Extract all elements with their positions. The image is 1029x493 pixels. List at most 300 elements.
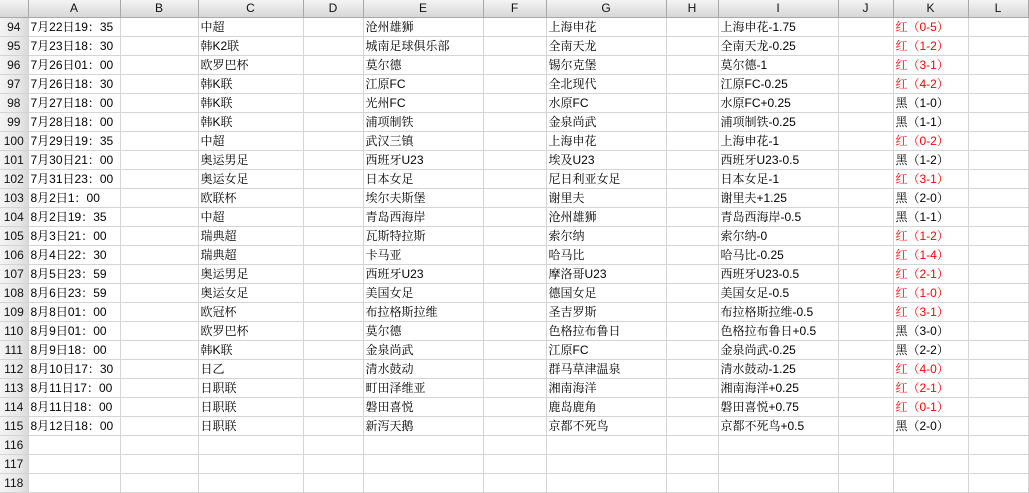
cell-a105[interactable] (28, 227, 120, 246)
cell-d100[interactable] (303, 132, 363, 151)
cell-e103[interactable] (363, 189, 483, 208)
cell-g103[interactable] (546, 189, 666, 208)
cell-b110[interactable] (120, 322, 198, 341)
cell-i111[interactable] (718, 341, 838, 360)
cell-e96[interactable] (363, 56, 483, 75)
cell-g107[interactable] (546, 265, 666, 284)
row-header[interactable]: 107 (0, 265, 28, 284)
cell-e112[interactable] (363, 360, 483, 379)
table-row[interactable] (0, 284, 1028, 303)
cell-f110[interactable] (483, 322, 546, 341)
cell-h94[interactable] (666, 18, 718, 37)
cell-h101[interactable] (666, 151, 718, 170)
cell-c106[interactable] (198, 246, 303, 265)
cell-d118[interactable] (303, 474, 363, 493)
cell-c104[interactable] (198, 208, 303, 227)
row-header[interactable]: 115 (0, 417, 28, 436)
cell-f109[interactable] (483, 303, 546, 322)
cell-l110[interactable] (968, 322, 1028, 341)
cell-k113[interactable] (893, 379, 968, 398)
cell-j97[interactable] (838, 75, 893, 94)
row-header[interactable]: 97 (0, 75, 28, 94)
cell-b112[interactable] (120, 360, 198, 379)
cell-b118[interactable] (120, 474, 198, 493)
cell-a110[interactable] (28, 322, 120, 341)
cell-k114[interactable] (893, 398, 968, 417)
cell-f108[interactable] (483, 284, 546, 303)
cell-e117[interactable] (363, 455, 483, 474)
cell-f104[interactable] (483, 208, 546, 227)
cell-g94[interactable] (546, 18, 666, 37)
cell-d113[interactable] (303, 379, 363, 398)
cell-a116[interactable] (28, 436, 120, 455)
cell-h107[interactable] (666, 265, 718, 284)
column-header-f[interactable]: F (483, 0, 546, 18)
cell-b105[interactable] (120, 227, 198, 246)
cell-d111[interactable] (303, 341, 363, 360)
cell-a98[interactable] (28, 94, 120, 113)
cell-k112[interactable] (893, 360, 968, 379)
cell-l96[interactable] (968, 56, 1028, 75)
table-row[interactable] (0, 341, 1028, 360)
cell-e118[interactable] (363, 474, 483, 493)
cell-j110[interactable] (838, 322, 893, 341)
cell-a101[interactable] (28, 151, 120, 170)
cell-b111[interactable] (120, 341, 198, 360)
cell-b117[interactable] (120, 455, 198, 474)
cell-c105[interactable] (198, 227, 303, 246)
row-header[interactable]: 94 (0, 18, 28, 37)
cell-e97[interactable] (363, 75, 483, 94)
cell-j102[interactable] (838, 170, 893, 189)
cell-b94[interactable] (120, 18, 198, 37)
column-header-b[interactable]: B (120, 0, 198, 18)
cell-j101[interactable] (838, 151, 893, 170)
table-row[interactable] (0, 474, 1028, 493)
row-header[interactable]: 100 (0, 132, 28, 151)
cell-f97[interactable] (483, 75, 546, 94)
cell-f101[interactable] (483, 151, 546, 170)
cell-c97[interactable] (198, 75, 303, 94)
cell-j108[interactable] (838, 284, 893, 303)
column-header-l[interactable]: L (968, 0, 1028, 18)
cell-g95[interactable] (546, 37, 666, 56)
cell-c99[interactable] (198, 113, 303, 132)
cell-f115[interactable] (483, 417, 546, 436)
table-row[interactable] (0, 113, 1028, 132)
cell-a94[interactable] (28, 18, 120, 37)
cell-f99[interactable] (483, 113, 546, 132)
cell-j104[interactable] (838, 208, 893, 227)
cell-i106[interactable] (718, 246, 838, 265)
cell-l108[interactable] (968, 284, 1028, 303)
cell-b102[interactable] (120, 170, 198, 189)
table-row[interactable] (0, 56, 1028, 75)
cell-f114[interactable] (483, 398, 546, 417)
cell-l101[interactable] (968, 151, 1028, 170)
cell-f105[interactable] (483, 227, 546, 246)
cell-l94[interactable] (968, 18, 1028, 37)
cell-i114[interactable] (718, 398, 838, 417)
cell-l104[interactable] (968, 208, 1028, 227)
cell-e109[interactable] (363, 303, 483, 322)
cell-d97[interactable] (303, 75, 363, 94)
cell-c114[interactable] (198, 398, 303, 417)
cell-l97[interactable] (968, 75, 1028, 94)
cell-h118[interactable] (666, 474, 718, 493)
row-header[interactable]: 118 (0, 474, 28, 493)
cell-l106[interactable] (968, 246, 1028, 265)
cell-a107[interactable] (28, 265, 120, 284)
table-row[interactable] (0, 37, 1028, 56)
cell-j96[interactable] (838, 56, 893, 75)
cell-j111[interactable] (838, 341, 893, 360)
cell-c102[interactable] (198, 170, 303, 189)
column-header-d[interactable]: D (303, 0, 363, 18)
table-row[interactable] (0, 208, 1028, 227)
cell-k111[interactable] (893, 341, 968, 360)
cell-i107[interactable] (718, 265, 838, 284)
cell-j98[interactable] (838, 94, 893, 113)
cell-b104[interactable] (120, 208, 198, 227)
table-row[interactable] (0, 360, 1028, 379)
cell-a104[interactable] (28, 208, 120, 227)
cell-b108[interactable] (120, 284, 198, 303)
cell-g99[interactable] (546, 113, 666, 132)
cell-j109[interactable] (838, 303, 893, 322)
table-row[interactable] (0, 18, 1028, 37)
cell-f106[interactable] (483, 246, 546, 265)
cell-k110[interactable] (893, 322, 968, 341)
cell-g110[interactable] (546, 322, 666, 341)
cell-g102[interactable] (546, 170, 666, 189)
cell-e110[interactable] (363, 322, 483, 341)
cell-i102[interactable] (718, 170, 838, 189)
cell-d105[interactable] (303, 227, 363, 246)
cell-c117[interactable] (198, 455, 303, 474)
cell-d114[interactable] (303, 398, 363, 417)
cell-j116[interactable] (838, 436, 893, 455)
cell-h105[interactable] (666, 227, 718, 246)
cell-l98[interactable] (968, 94, 1028, 113)
cell-a106[interactable] (28, 246, 120, 265)
table-row[interactable] (0, 94, 1028, 113)
cell-h108[interactable] (666, 284, 718, 303)
cell-d94[interactable] (303, 18, 363, 37)
row-header[interactable]: 103 (0, 189, 28, 208)
cell-l113[interactable] (968, 379, 1028, 398)
cell-h114[interactable] (666, 398, 718, 417)
cell-d96[interactable] (303, 56, 363, 75)
cell-e98[interactable] (363, 94, 483, 113)
cell-k101[interactable] (893, 151, 968, 170)
cell-g98[interactable] (546, 94, 666, 113)
row-header[interactable]: 96 (0, 56, 28, 75)
cell-j100[interactable] (838, 132, 893, 151)
cell-e100[interactable] (363, 132, 483, 151)
table-row[interactable] (0, 132, 1028, 151)
column-header-a[interactable]: A (28, 0, 120, 18)
cell-k94[interactable] (893, 18, 968, 37)
cell-g112[interactable] (546, 360, 666, 379)
row-header[interactable]: 112 (0, 360, 28, 379)
column-header-h[interactable]: H (666, 0, 718, 18)
cell-a97[interactable] (28, 75, 120, 94)
row-header[interactable]: 109 (0, 303, 28, 322)
cell-i97[interactable] (718, 75, 838, 94)
cell-i113[interactable] (718, 379, 838, 398)
cell-d107[interactable] (303, 265, 363, 284)
table-row[interactable] (0, 151, 1028, 170)
cell-l95[interactable] (968, 37, 1028, 56)
table-row[interactable] (0, 455, 1028, 474)
cell-b113[interactable] (120, 379, 198, 398)
cell-b100[interactable] (120, 132, 198, 151)
cell-i101[interactable] (718, 151, 838, 170)
table-row[interactable] (0, 170, 1028, 189)
cell-k118[interactable] (893, 474, 968, 493)
cell-k104[interactable] (893, 208, 968, 227)
table-row[interactable] (0, 379, 1028, 398)
cell-j94[interactable] (838, 18, 893, 37)
column-header-i[interactable]: I (718, 0, 838, 18)
cell-d95[interactable] (303, 37, 363, 56)
cell-f98[interactable] (483, 94, 546, 113)
cell-l103[interactable] (968, 189, 1028, 208)
cell-l100[interactable] (968, 132, 1028, 151)
cell-j103[interactable] (838, 189, 893, 208)
cell-l109[interactable] (968, 303, 1028, 322)
cell-i103[interactable] (718, 189, 838, 208)
cell-a114[interactable] (28, 398, 120, 417)
cell-c95[interactable] (198, 37, 303, 56)
cell-i110[interactable] (718, 322, 838, 341)
cell-i117[interactable] (718, 455, 838, 474)
cell-l105[interactable] (968, 227, 1028, 246)
cell-f107[interactable] (483, 265, 546, 284)
cell-h111[interactable] (666, 341, 718, 360)
table-row[interactable] (0, 75, 1028, 94)
cell-k98[interactable] (893, 94, 968, 113)
cell-l102[interactable] (968, 170, 1028, 189)
cell-h117[interactable] (666, 455, 718, 474)
table-row[interactable] (0, 303, 1028, 322)
cell-d108[interactable] (303, 284, 363, 303)
cell-i105[interactable] (718, 227, 838, 246)
column-header-e[interactable]: E (363, 0, 483, 18)
cell-l107[interactable] (968, 265, 1028, 284)
table-row[interactable] (0, 436, 1028, 455)
cell-h96[interactable] (666, 56, 718, 75)
cell-f117[interactable] (483, 455, 546, 474)
cell-k96[interactable] (893, 56, 968, 75)
cell-d109[interactable] (303, 303, 363, 322)
row-header[interactable]: 108 (0, 284, 28, 303)
cell-c100[interactable] (198, 132, 303, 151)
cell-e115[interactable] (363, 417, 483, 436)
cell-g105[interactable] (546, 227, 666, 246)
cell-g116[interactable] (546, 436, 666, 455)
row-header[interactable]: 101 (0, 151, 28, 170)
column-header-g[interactable]: G (546, 0, 666, 18)
cell-k108[interactable] (893, 284, 968, 303)
cell-b101[interactable] (120, 151, 198, 170)
cell-b106[interactable] (120, 246, 198, 265)
cell-j117[interactable] (838, 455, 893, 474)
row-header[interactable]: 105 (0, 227, 28, 246)
cell-b114[interactable] (120, 398, 198, 417)
cell-j112[interactable] (838, 360, 893, 379)
cell-a118[interactable] (28, 474, 120, 493)
cell-g109[interactable] (546, 303, 666, 322)
cell-i108[interactable] (718, 284, 838, 303)
cell-i94[interactable] (718, 18, 838, 37)
table-row[interactable] (0, 417, 1028, 436)
cell-j105[interactable] (838, 227, 893, 246)
cell-a109[interactable] (28, 303, 120, 322)
row-header[interactable]: 117 (0, 455, 28, 474)
row-header[interactable]: 113 (0, 379, 28, 398)
cell-g113[interactable] (546, 379, 666, 398)
cell-f112[interactable] (483, 360, 546, 379)
row-header[interactable]: 95 (0, 37, 28, 56)
cell-k95[interactable] (893, 37, 968, 56)
cell-e113[interactable] (363, 379, 483, 398)
select-all-corner[interactable] (0, 0, 28, 18)
cell-a103[interactable] (28, 189, 120, 208)
cell-f118[interactable] (483, 474, 546, 493)
cell-l99[interactable] (968, 113, 1028, 132)
cell-g97[interactable] (546, 75, 666, 94)
cell-f100[interactable] (483, 132, 546, 151)
row-header[interactable]: 110 (0, 322, 28, 341)
cell-b98[interactable] (120, 94, 198, 113)
column-header-c[interactable]: C (198, 0, 303, 18)
cell-j107[interactable] (838, 265, 893, 284)
cell-a115[interactable] (28, 417, 120, 436)
cell-b115[interactable] (120, 417, 198, 436)
cell-k106[interactable] (893, 246, 968, 265)
cell-c110[interactable] (198, 322, 303, 341)
cell-l111[interactable] (968, 341, 1028, 360)
cell-a112[interactable] (28, 360, 120, 379)
table-row[interactable] (0, 265, 1028, 284)
cell-f116[interactable] (483, 436, 546, 455)
column-header-j[interactable]: J (838, 0, 893, 18)
cell-g114[interactable] (546, 398, 666, 417)
cell-h102[interactable] (666, 170, 718, 189)
cell-g96[interactable] (546, 56, 666, 75)
cell-j114[interactable] (838, 398, 893, 417)
cell-k97[interactable] (893, 75, 968, 94)
cell-h104[interactable] (666, 208, 718, 227)
column-header-k[interactable]: K (893, 0, 968, 18)
cell-h113[interactable] (666, 379, 718, 398)
cell-b97[interactable] (120, 75, 198, 94)
cell-k102[interactable] (893, 170, 968, 189)
cell-d110[interactable] (303, 322, 363, 341)
cell-c96[interactable] (198, 56, 303, 75)
cell-a95[interactable] (28, 37, 120, 56)
cell-c101[interactable] (198, 151, 303, 170)
cell-l112[interactable] (968, 360, 1028, 379)
cell-h115[interactable] (666, 417, 718, 436)
cell-e108[interactable] (363, 284, 483, 303)
cell-j113[interactable] (838, 379, 893, 398)
cell-l116[interactable] (968, 436, 1028, 455)
table-row[interactable] (0, 246, 1028, 265)
cell-d103[interactable] (303, 189, 363, 208)
cell-b95[interactable] (120, 37, 198, 56)
cell-c118[interactable] (198, 474, 303, 493)
cell-f102[interactable] (483, 170, 546, 189)
cell-d98[interactable] (303, 94, 363, 113)
cell-f113[interactable] (483, 379, 546, 398)
cell-g118[interactable] (546, 474, 666, 493)
cell-g100[interactable] (546, 132, 666, 151)
cell-b107[interactable] (120, 265, 198, 284)
cell-j106[interactable] (838, 246, 893, 265)
cell-e106[interactable] (363, 246, 483, 265)
cell-j115[interactable] (838, 417, 893, 436)
cell-h98[interactable] (666, 94, 718, 113)
cell-e104[interactable] (363, 208, 483, 227)
cell-c111[interactable] (198, 341, 303, 360)
table-row[interactable] (0, 227, 1028, 246)
cell-e99[interactable] (363, 113, 483, 132)
cell-c107[interactable] (198, 265, 303, 284)
cell-g106[interactable] (546, 246, 666, 265)
cell-e114[interactable] (363, 398, 483, 417)
cell-c108[interactable] (198, 284, 303, 303)
cell-f111[interactable] (483, 341, 546, 360)
cell-h110[interactable] (666, 322, 718, 341)
cell-a108[interactable] (28, 284, 120, 303)
cell-k105[interactable] (893, 227, 968, 246)
cell-l115[interactable] (968, 417, 1028, 436)
cell-e95[interactable] (363, 37, 483, 56)
cell-i96[interactable] (718, 56, 838, 75)
cell-a100[interactable] (28, 132, 120, 151)
cell-d106[interactable] (303, 246, 363, 265)
cell-l118[interactable] (968, 474, 1028, 493)
cell-i109[interactable] (718, 303, 838, 322)
cell-e102[interactable] (363, 170, 483, 189)
cell-h103[interactable] (666, 189, 718, 208)
cell-a96[interactable] (28, 56, 120, 75)
row-header[interactable]: 104 (0, 208, 28, 227)
cell-d116[interactable] (303, 436, 363, 455)
cell-e105[interactable] (363, 227, 483, 246)
cell-i104[interactable] (718, 208, 838, 227)
cell-a113[interactable] (28, 379, 120, 398)
cell-c98[interactable] (198, 94, 303, 113)
cell-j118[interactable] (838, 474, 893, 493)
cell-i100[interactable] (718, 132, 838, 151)
cell-f95[interactable] (483, 37, 546, 56)
cell-d117[interactable] (303, 455, 363, 474)
cell-h112[interactable] (666, 360, 718, 379)
cell-e101[interactable] (363, 151, 483, 170)
cell-d104[interactable] (303, 208, 363, 227)
row-header[interactable]: 98 (0, 94, 28, 113)
cell-e116[interactable] (363, 436, 483, 455)
cell-h106[interactable] (666, 246, 718, 265)
cell-e107[interactable] (363, 265, 483, 284)
cell-e111[interactable] (363, 341, 483, 360)
cell-b116[interactable] (120, 436, 198, 455)
cell-k100[interactable] (893, 132, 968, 151)
